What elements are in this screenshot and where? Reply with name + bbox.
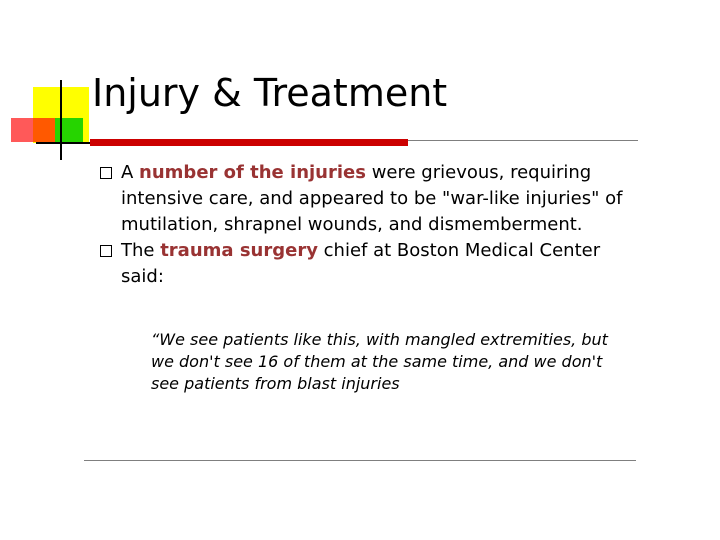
bullet-list — [100, 160, 640, 290]
bullet-text-after: chief at Boston Medical Center said: — [121, 240, 601, 287]
bullet-item — [100, 160, 640, 238]
title-accent-bar — [90, 139, 408, 146]
decor-vertical-line — [60, 80, 62, 160]
decor-horizontal-line — [36, 142, 96, 144]
bullet-highlight: trauma surgery — [160, 240, 318, 261]
bullet-highlight: number of the injuries — [139, 162, 366, 183]
slide-title: Injury & Treatment — [92, 71, 448, 115]
square-bullet-icon — [100, 167, 112, 179]
quote-text: “We see patients like this, with mangled extremities, but we don't see 16 of them at the same time, and we don't see patients from blast injuries — [151, 330, 608, 393]
bottom-divider — [84, 460, 636, 461]
bullet-text-before: The — [121, 240, 161, 261]
bullet-text-after: were grievous, requiring intensive care, and appeared to be "war-like injuries" of mutilation, shrapnel wounds, and dismemberment. — [121, 162, 623, 235]
square-bullet-icon — [100, 245, 112, 257]
bullet-item — [100, 238, 640, 290]
decor-red-square — [11, 118, 55, 142]
bullet-text-before: A — [121, 162, 140, 183]
